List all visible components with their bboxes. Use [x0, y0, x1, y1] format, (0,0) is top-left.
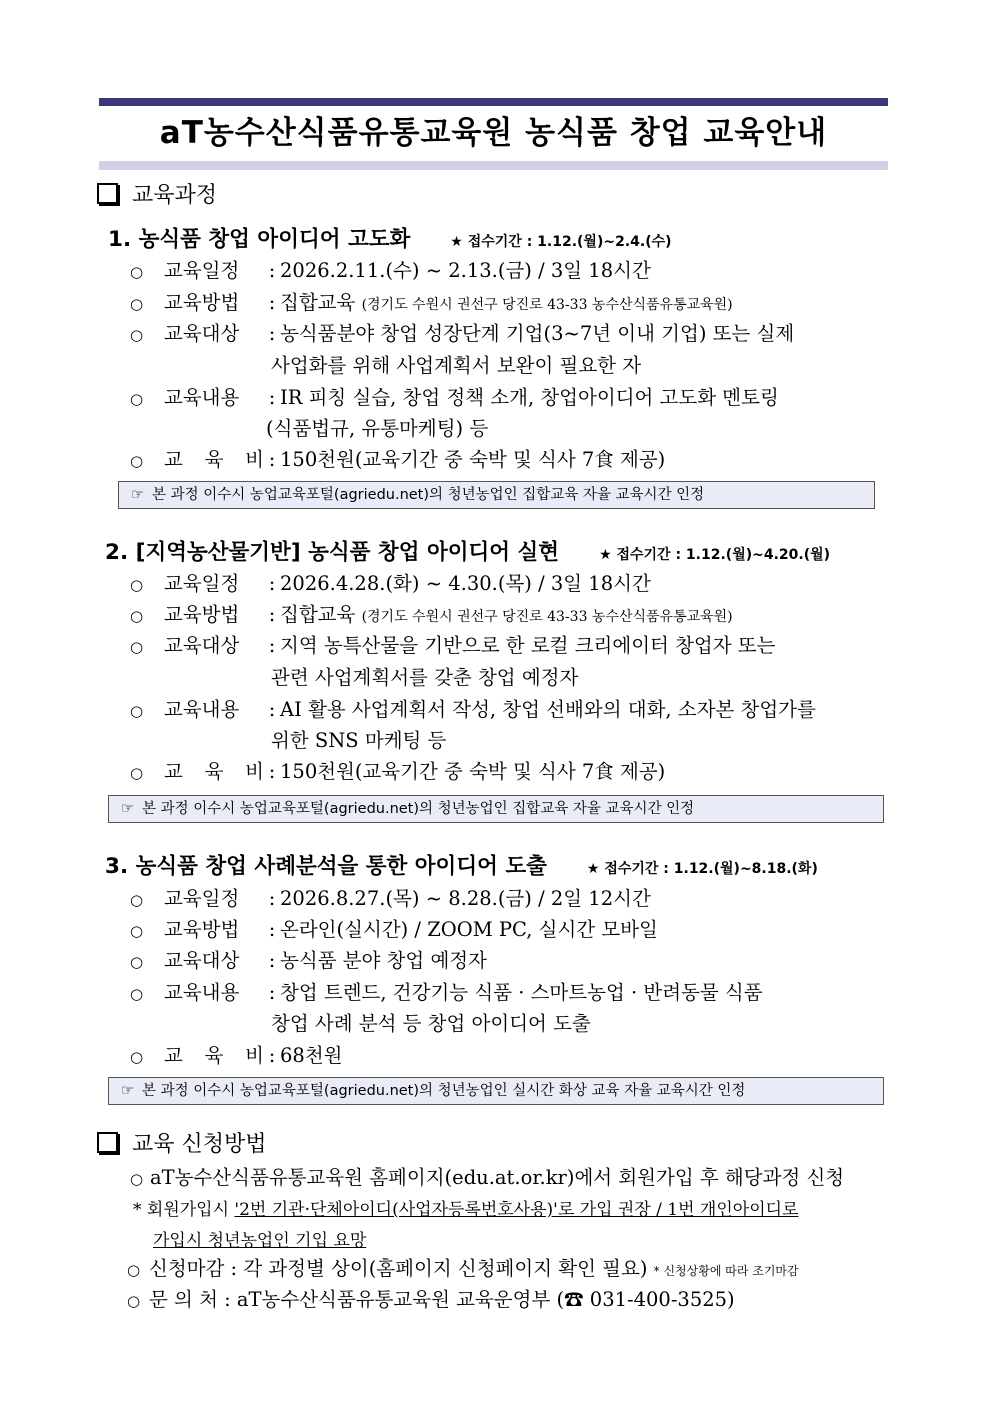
label: 교육방법 — [164, 291, 240, 314]
apply-text: aT농수산식품유통교육원 홈페이지(edu.at.or.kr)에서 회원가입 후 해당과정 신청 — [150, 1166, 845, 1189]
value: 집합교육 — [280, 291, 356, 314]
value: 농식품 분야 창업 예정자 — [280, 949, 487, 972]
bullet-icon: ○ — [130, 607, 144, 625]
apply-line — [130, 1162, 844, 1190]
label: 교 육 비 — [164, 448, 264, 471]
colon: : — [268, 918, 276, 941]
bullet-icon: ○ — [130, 1170, 144, 1188]
course-1-content — [130, 382, 779, 410]
colon: : — [268, 949, 276, 972]
value: 2026.8.27.(목) ~ 8.28.(금) / 2일 12시간 — [280, 887, 651, 910]
value: 온라인(실시간) / ZOOM PC, 실시간 모바일 — [280, 918, 658, 941]
apply-note-cont: 가입시 청년농업인 기입 요망 — [153, 1231, 367, 1251]
course-3-deadline: ★ 접수기간 : 1.12.(월)~8.18.(화) — [586, 861, 818, 877]
value: 농식품분야 창업 성장단계 기업(3~7년 이내 기업) 또는 실제 — [280, 322, 795, 345]
bullet-icon: ○ — [130, 576, 144, 594]
colon: : — [268, 259, 276, 282]
course-1-schedule — [130, 255, 651, 283]
bullet-icon: ○ — [130, 638, 144, 656]
bullet-icon: ○ — [130, 326, 144, 344]
label: 교육내용 — [164, 386, 240, 409]
course-2-deadline: ★ 접수기간 : 1.12.(월)~4.20.(월) — [599, 547, 831, 563]
label: 교 육 비 — [164, 1044, 264, 1067]
bullet-icon: ○ — [130, 764, 144, 782]
label: 교육일정 — [164, 887, 240, 910]
course-1-method — [130, 287, 733, 315]
colon: : — [268, 448, 276, 471]
colon: : — [268, 572, 276, 595]
deadline-note: * 신청상황에 따라 조기마감 — [653, 1264, 799, 1278]
course-2-schedule — [130, 568, 651, 596]
section-course-heading — [97, 178, 217, 209]
value: 150천원(교육기간 중 숙박 및 식사 7食 제공) — [280, 760, 666, 783]
colon: : — [268, 760, 276, 783]
pointing-hand-icon: ☞ — [121, 801, 134, 817]
pointing-hand-icon: ☞ — [121, 1083, 134, 1099]
value: 150천원(교육기간 중 숙박 및 식사 7食 제공) — [280, 448, 666, 471]
label: 교육일정 — [164, 259, 240, 282]
label: 교육일정 — [164, 572, 240, 595]
bullet-icon: ○ — [130, 985, 144, 1003]
course-1-fee — [130, 444, 665, 472]
course-3-target — [130, 945, 487, 973]
label: 교육방법 — [164, 603, 240, 626]
apply-contact — [127, 1284, 735, 1312]
course-2-content-cont: 위한 SNS 마케팅 등 — [271, 729, 447, 752]
bullet-icon: ○ — [130, 452, 144, 470]
bullet-icon: ○ — [130, 1048, 144, 1066]
course-3-fee — [130, 1040, 343, 1068]
label: 교육대상 — [164, 322, 240, 345]
course-1-note — [118, 481, 875, 509]
contact-value: aT농수산식품유통교육원 교육운영부 (☎ 031-400-3525) — [236, 1288, 735, 1311]
course-3-title: 3. 농식품 창업 사례분석을 통한 아이디어 도출 — [105, 854, 547, 879]
course-2-fee — [130, 756, 665, 784]
pointing-hand-icon: ☞ — [131, 487, 144, 503]
label: 교 육 비 — [164, 760, 264, 783]
label: 교육방법 — [164, 918, 240, 941]
title-top-bar — [99, 98, 888, 106]
colon: : — [268, 634, 276, 657]
course-1-content-cont: (식품법규, 유통마케팅) 등 — [266, 417, 489, 440]
deadline-text: 신청마감 : 각 과정별 상이(홈페이지 신청페이지 확인 필요) — [149, 1257, 648, 1280]
note-text: 본 과정 이수시 농업교육포털(agriedu.net)의 청년농업인 실시간 화상 교육 자율 교육시간 인정 — [142, 1083, 746, 1099]
label: 교육내용 — [164, 698, 240, 721]
course-2-content — [130, 694, 816, 722]
bullet-icon: ○ — [130, 263, 144, 281]
course-3-note — [108, 1077, 884, 1105]
section-course-label: 교육과정 — [132, 183, 218, 208]
apply-deadline — [127, 1253, 799, 1281]
course-2-title: 2. [지역농산물기반] 농식품 창업 아이디어 실현 — [105, 540, 560, 565]
bullet-icon: ○ — [130, 891, 144, 909]
note-underlined-1: '2번 기관·단체아이디(사업자등록번호사용)'로 가입 권장 / 1번 개인아이디로 — [234, 1200, 799, 1220]
colon: : — [268, 1044, 276, 1067]
bullet-icon: ○ — [127, 1261, 141, 1279]
course-2-target — [130, 630, 775, 658]
bullet-icon: ○ — [127, 1292, 141, 1310]
bullet-icon: ○ — [130, 922, 144, 940]
colon: : — [268, 603, 276, 626]
colon: : — [268, 698, 276, 721]
course-2-target-cont: 관련 사업계획서를 갖춘 창업 예정자 — [271, 666, 579, 689]
title-block — [99, 98, 888, 170]
address-note: (경기도 수원시 권선구 당진로 43-33 농수산식품유통교육원) — [361, 609, 733, 625]
course-1-target — [130, 318, 794, 346]
value: 2026.2.11.(수) ~ 2.13.(금) / 3일 18시간 — [280, 259, 651, 282]
address-note: (경기도 수원시 권선구 당진로 43-33 농수산식품유통교육원) — [361, 297, 733, 313]
bullet-icon: ○ — [130, 390, 144, 408]
label: 교육내용 — [164, 981, 240, 1004]
course-3-content-cont: 창업 사례 분석 등 창업 아이디어 도출 — [271, 1012, 591, 1035]
label: 교육대상 — [164, 634, 240, 657]
title-bottom-bar — [99, 161, 888, 170]
course-3-content — [130, 977, 763, 1005]
page-title: aT농수산식품유통교육원 농식품 창업 교육안내 — [159, 115, 828, 151]
contact-label: 문 의 처 — [149, 1288, 218, 1311]
value: 창업 트렌드, 건강기능 식품 · 스마트농업 · 반려동물 식품 — [280, 981, 763, 1004]
value: 2026.4.28.(화) ~ 4.30.(목) / 3일 18시간 — [280, 572, 651, 595]
value: IR 피칭 실습, 창업 정책 소개, 창업아이디어 고도화 멘토링 — [280, 386, 779, 409]
course-3-heading — [105, 849, 818, 880]
bullet-icon: ○ — [130, 702, 144, 720]
colon: : — [268, 322, 276, 345]
value: 집합교육 — [280, 603, 356, 626]
bullet-icon: ○ — [130, 953, 144, 971]
colon: : — [268, 981, 276, 1004]
colon: : — [268, 291, 276, 314]
apply-note — [133, 1195, 798, 1220]
checkbox-icon — [97, 1132, 118, 1153]
course-1-deadline: ★ 접수기간 : 1.12.(월)~2.4.(수) — [450, 234, 672, 250]
bullet-icon: ○ — [130, 295, 144, 313]
course-2-note — [108, 795, 884, 823]
course-1-target-cont: 사업화를 위해 사업계획서 보완이 필요한 자 — [271, 354, 642, 377]
value: 지역 농특산물을 기반으로 한 로컬 크리에이터 창업자 또는 — [280, 634, 776, 657]
label: 교육대상 — [164, 949, 240, 972]
colon: : — [224, 1288, 231, 1311]
course-3-schedule — [130, 883, 651, 911]
course-1-heading — [108, 222, 672, 253]
value: AI 활용 사업계획서 작성, 창업 선배와의 대화, 소자본 창업가를 — [280, 698, 816, 721]
course-2-method — [130, 599, 733, 627]
note-text: 본 과정 이수시 농업교육포털(agriedu.net)의 청년농업인 집합교육 자율 교육시간 인정 — [142, 801, 695, 817]
note-prefix: * 회원가입시 — [133, 1200, 235, 1220]
note-text: 본 과정 이수시 농업교육포털(agriedu.net)의 청년농업인 집합교육 자율 교육시간 인정 — [152, 487, 705, 503]
course-2-heading — [105, 535, 830, 566]
colon: : — [268, 386, 276, 409]
course-1-title: 1. 농식품 창업 아이디어 고도화 — [108, 227, 411, 252]
section-apply-label: 교육 신청방법 — [132, 1132, 267, 1157]
value: 68천원 — [280, 1044, 343, 1067]
colon: : — [268, 887, 276, 910]
course-3-method — [130, 914, 658, 942]
checkbox-icon — [97, 183, 118, 204]
section-apply-heading — [97, 1127, 267, 1158]
